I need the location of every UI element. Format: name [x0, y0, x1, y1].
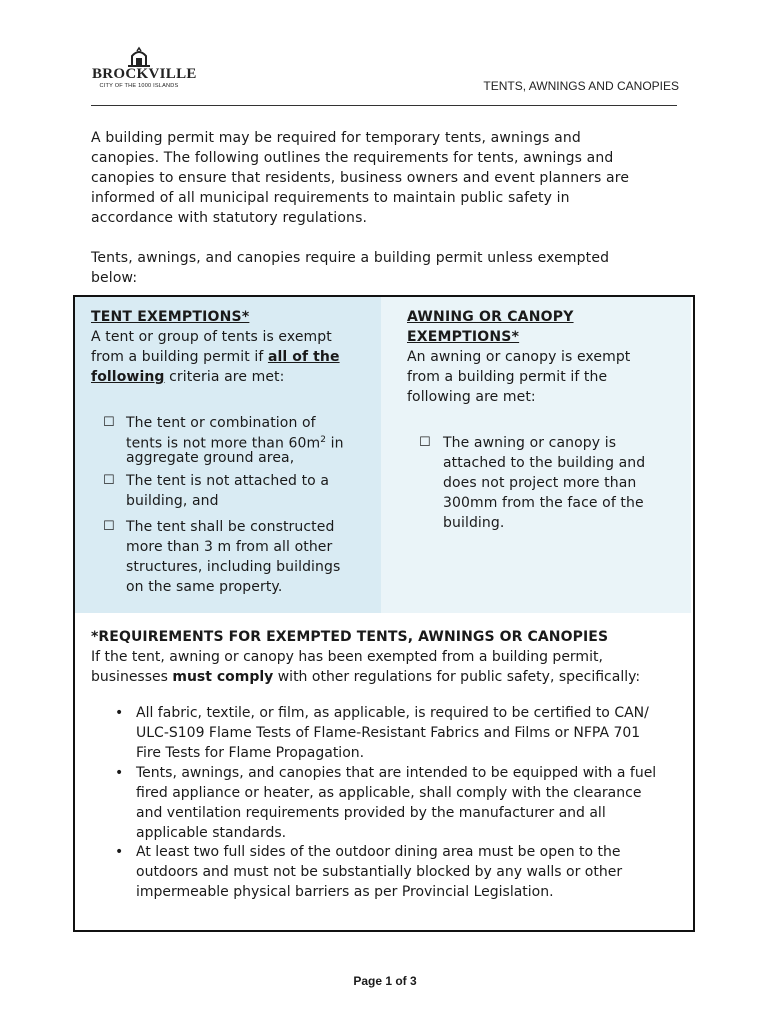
awning-exemptions-heading: AWNING OR CANOPY [407, 309, 574, 325]
tent-criterion-line: The tent shall be constructed [126, 519, 335, 535]
awning-desc-line: An awning or canopy is exempt [407, 349, 631, 365]
requirement-line: fired appliance or heater, as applicable, shall comply with the clearance [136, 785, 642, 801]
requirement-line: impermeable physical barriers as per Provincial Legislation. [136, 884, 554, 900]
intro-line: informed of all municipal requirements to maintain public safety in [91, 190, 570, 206]
document-title: TENTS, AWNINGS AND CANOPIES [483, 79, 679, 93]
intro-line: canopies to ensure that residents, business owners and event planners are [91, 170, 630, 186]
requirement-item [136, 763, 672, 843]
tent-criterion-line: The tent or combination of [126, 415, 316, 431]
requirements-line [91, 667, 671, 687]
awning-desc-line: following are met: [407, 389, 536, 405]
intro-line: below: [91, 270, 138, 286]
logo-tagline: CITY OF THE 1000 ISLANDS [99, 83, 179, 89]
text-run: tents is not more than 60m [126, 435, 321, 452]
intro-line: accordance with statutory regulations. [91, 210, 368, 226]
tent-criterion-line: building, and [126, 493, 219, 509]
tent-desc-line [91, 347, 340, 367]
requirement-line: ULC-S109 Flame Tests of Flame-Resistant Fabrics and Films or NFPA 701 [136, 725, 641, 741]
requirements-intro [91, 647, 671, 687]
checkbox-icon: ☐ [103, 415, 115, 430]
tent-exemptions-heading: TENT EXEMPTIONS* [91, 309, 250, 325]
superscript: 2 [320, 435, 327, 445]
bullet-icon: • [115, 765, 124, 781]
exemption-intro-paragraph [91, 248, 671, 288]
intro-line: Tents, awnings, and canopies require a building permit unless exempted [91, 250, 610, 266]
logo-wordmark: BROCKVILLE [92, 66, 197, 82]
text-run: from a building permit if [91, 349, 268, 365]
text-run: businesses [91, 669, 173, 685]
bullet-icon: • [115, 844, 124, 860]
awning-criterion-line: building. [443, 515, 505, 531]
awning-desc-line: from a building permit if the [407, 369, 608, 385]
tent-criterion-line: more than 3 m from all other [126, 539, 333, 555]
emphasis-run: must comply [172, 669, 274, 685]
requirement-item [136, 842, 672, 902]
brockville-logo [92, 46, 197, 92]
tent-criterion-line: aggregate ground area, [126, 450, 295, 466]
page-number: Page 1 of 3 [353, 974, 417, 988]
bullet-icon: • [115, 705, 124, 721]
awning-criterion-line: 300mm from the face of the [443, 495, 644, 511]
emphasis-run: following [91, 369, 165, 385]
tent-criterion-line: structures, including buildings [126, 559, 341, 575]
emphasis-run: all of the [267, 349, 340, 365]
requirement-line: All fabric, textile, or film, as applicable, is required to be certified to CAN/ [136, 705, 649, 721]
requirements-line: If the tent, awning or canopy has been exempted from a building permit, [91, 649, 603, 665]
checkbox-icon: ☐ [103, 473, 115, 488]
checkbox-icon: ☐ [419, 435, 431, 450]
city-hall-icon [92, 46, 186, 68]
tent-desc-line [91, 367, 284, 387]
awning-exemptions-heading: EXEMPTIONS* [407, 329, 520, 345]
awning-criterion-line: does not project more than [443, 475, 637, 491]
requirement-line: Tents, awnings, and canopies that are intended to be equipped with a fuel [136, 765, 657, 781]
requirement-line: applicable standards. [136, 825, 287, 841]
text-run: in [326, 435, 344, 452]
requirement-line: Fire Tests for Flame Propagation. [136, 745, 365, 761]
tent-criterion-line: The tent is not attached to a [126, 473, 330, 489]
checkbox-icon: ☐ [103, 519, 115, 534]
requirement-item [136, 703, 672, 763]
text-run: criteria are met: [164, 369, 285, 385]
requirement-line: outdoors and must not be substantially blocked by any walls or other [136, 864, 623, 880]
requirement-line: At least two full sides of the outdoor dining area must be open to the [136, 844, 621, 860]
tent-criterion-line: on the same property. [126, 579, 283, 595]
intro-paragraph [91, 128, 671, 228]
requirement-line: and ventilation requirements provided by the manufacturer and all [136, 805, 606, 821]
header-divider [91, 105, 677, 106]
text-run: with other regulations for public safety, specifically: [273, 669, 641, 685]
tent-desc-line: A tent or group of tents is exempt [91, 329, 332, 345]
awning-criterion-line: The awning or canopy is [443, 435, 617, 451]
intro-line: canopies. The following outlines the requirements for tents, awnings and [91, 150, 614, 166]
intro-line: A building permit may be required for temporary tents, awnings and [91, 130, 581, 146]
awning-criterion-line: attached to the building and [443, 455, 646, 471]
requirements-heading: *REQUIREMENTS FOR EXEMPTED TENTS, AWNINGS OR CANOPIES [91, 629, 609, 645]
